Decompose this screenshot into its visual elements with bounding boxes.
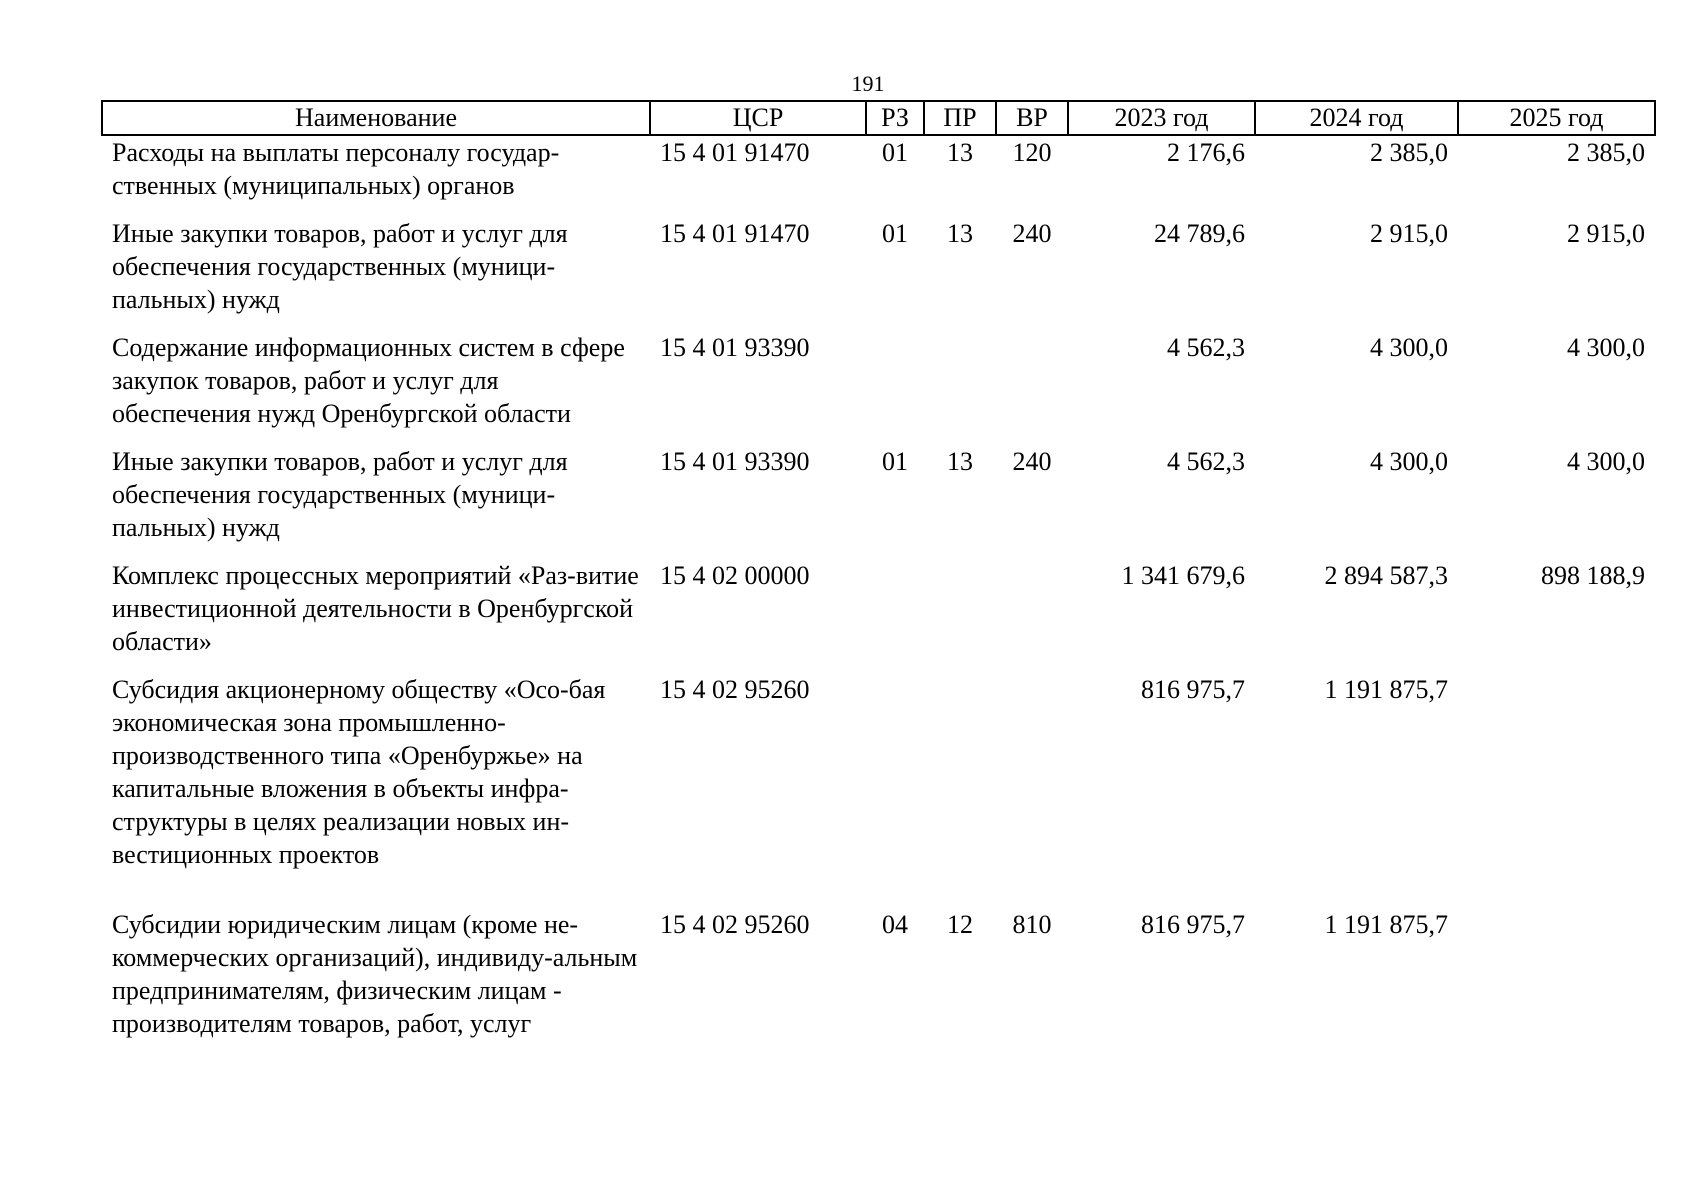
row-2025 — [1458, 908, 1655, 1055]
row-rz: 01 — [882, 447, 908, 476]
header-2025: 2025 год — [1458, 101, 1655, 135]
table-row — [102, 135, 1655, 217]
table-row — [102, 559, 1655, 673]
row-2023: 24 789,6 — [1154, 219, 1245, 248]
table-row — [102, 331, 1655, 445]
row-rz: 01 — [882, 138, 908, 167]
row-rz — [866, 331, 924, 445]
row-name: Содержание информационных систем в сфере закупок товаров, работ и услуг для обеспечения нужд Оренбургской области — [112, 333, 625, 428]
table-row — [102, 908, 1655, 1055]
budget-table — [101, 100, 1656, 1055]
row-csr: 15 4 02 95260 — [660, 675, 810, 704]
header-csr: ЦСР — [650, 101, 866, 135]
row-csr: 15 4 01 93390 — [660, 447, 810, 476]
row-rz: 01 — [882, 219, 908, 248]
row-vr — [996, 559, 1068, 673]
row-rz — [866, 673, 924, 908]
row-2024: 2 915,0 — [1370, 219, 1448, 248]
row-vr: 240 — [1012, 447, 1052, 476]
row-csr: 15 4 02 95260 — [660, 910, 810, 939]
row-2023: 4 562,3 — [1167, 447, 1245, 476]
header-pr: ПР — [924, 101, 996, 135]
row-2024: 4 300,0 — [1370, 447, 1448, 476]
row-2025: 4 300,0 — [1567, 447, 1645, 476]
row-2025: 2 915,0 — [1567, 219, 1645, 248]
row-vr — [996, 673, 1068, 908]
row-csr: 15 4 01 91470 — [660, 219, 810, 248]
row-pr: 12 — [947, 910, 973, 939]
row-csr: 15 4 01 91470 — [660, 138, 810, 167]
row-name: Субсидии юридическим лицам (кроме не-коммерческих организаций), индивиду-альным предпринимателям, физическим лицам - производителям товаров, работ, услуг — [112, 910, 638, 1038]
row-2023: 816 975,7 — [1141, 675, 1245, 704]
row-2024: 4 300,0 — [1370, 333, 1448, 362]
row-pr: 13 — [947, 447, 973, 476]
row-vr: 120 — [1012, 138, 1052, 167]
row-2023: 4 562,3 — [1167, 333, 1245, 362]
row-vr: 810 — [1012, 910, 1052, 939]
row-pr — [924, 331, 996, 445]
row-pr: 13 — [947, 138, 973, 167]
row-name: Иные закупки товаров, работ и услуг для обеспечения государственных (муници-пальных) нужд — [112, 219, 568, 314]
table-header-row — [102, 101, 1655, 135]
row-csr: 15 4 02 00000 — [660, 561, 810, 590]
row-pr — [924, 559, 996, 673]
row-pr — [924, 673, 996, 908]
row-name: Субсидия акционерному обществу «Осо-бая экономическая зона промышленно-производственного типа «Оренбуржье» на капитальные вложения в объекты инфра-структуры в целях реализации новых ин-вестиционных проектов — [112, 675, 606, 869]
table-row — [102, 217, 1655, 331]
header-2024: 2024 год — [1255, 101, 1458, 135]
row-rz — [866, 559, 924, 673]
row-2024: 1 191 875,7 — [1324, 910, 1448, 939]
row-2024: 2 894 587,3 — [1324, 561, 1448, 590]
row-pr: 13 — [947, 219, 973, 248]
table-row — [102, 673, 1655, 908]
row-name: Комплекс процессных мероприятий «Раз-витие инвестиционной деятельности в Оренбургской области» — [112, 561, 639, 656]
page-number: 191 — [851, 71, 885, 96]
row-2025 — [1458, 673, 1655, 908]
row-2025: 2 385,0 — [1567, 138, 1645, 167]
header-rz: РЗ — [866, 101, 924, 135]
table-row — [102, 445, 1655, 559]
header-2023: 2023 год — [1068, 101, 1255, 135]
header-name: Наименование — [102, 101, 650, 135]
row-csr: 15 4 01 93390 — [660, 333, 810, 362]
row-vr: 240 — [1012, 219, 1052, 248]
row-2024: 1 191 875,7 — [1324, 675, 1448, 704]
row-2025: 4 300,0 — [1567, 333, 1645, 362]
header-vr: ВР — [996, 101, 1068, 135]
row-2025: 898 188,9 — [1541, 561, 1645, 590]
row-2024: 2 385,0 — [1370, 138, 1448, 167]
row-vr — [996, 331, 1068, 445]
row-name: Расходы на выплаты персоналу государ-ственных (муниципальных) органов — [112, 138, 560, 200]
row-2023: 816 975,7 — [1141, 910, 1245, 939]
row-2023: 2 176,6 — [1167, 138, 1245, 167]
row-2023: 1 341 679,6 — [1121, 561, 1245, 590]
row-name: Иные закупки товаров, работ и услуг для обеспечения государственных (муници-пальных) нужд — [112, 447, 568, 542]
row-rz: 04 — [882, 910, 908, 939]
